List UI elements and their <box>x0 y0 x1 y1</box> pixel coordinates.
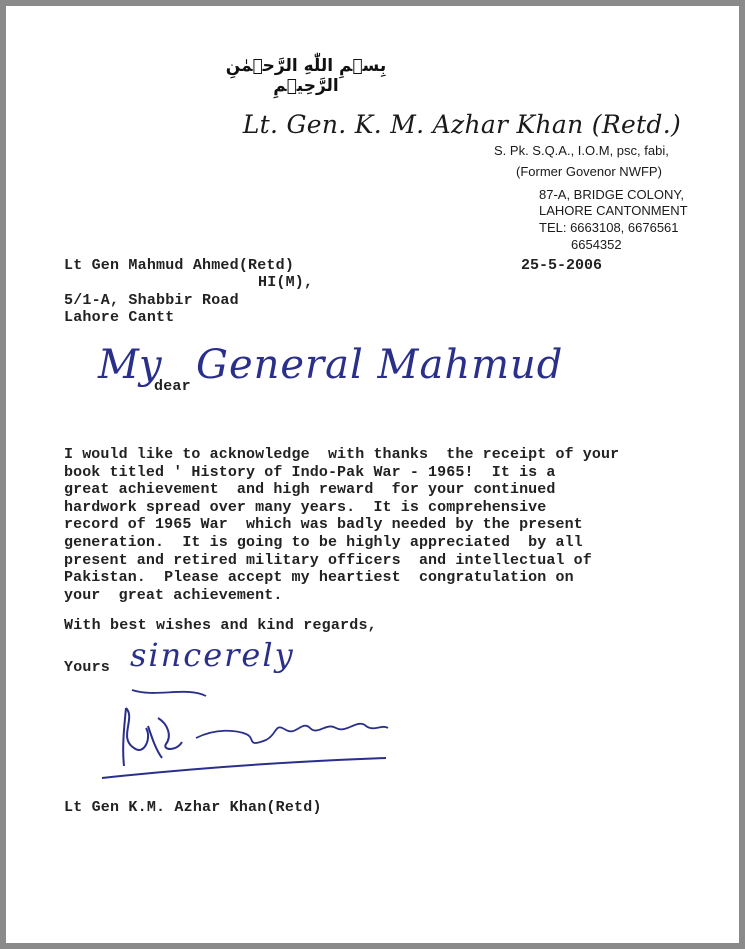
body-line: hardwork spread over many years. It is comprehensive <box>64 498 547 516</box>
body-line: your great achievement. <box>64 586 283 604</box>
body-line: Pakistan. Please accept my heartiest congratulation on <box>64 569 574 587</box>
body-line: I would like to acknowledge with thanks the receipt of your <box>64 446 620 463</box>
letter-date: 25-5-2006 <box>521 257 603 274</box>
salutation-typed-dear: dear <box>154 378 191 395</box>
body-line: present and retired military officers and intellectual of <box>64 551 592 569</box>
letterhead-telephone: TEL: 6663108, 6676561 <box>539 220 679 235</box>
recipient-city: Lahore Cantt <box>64 309 175 326</box>
closing-line: With best wishes and kind regards, <box>64 617 377 634</box>
letterhead-address-line2: LAHORE CANTONMENT <box>539 203 688 218</box>
signatory-name: Lt Gen K.M. Azhar Khan(Retd) <box>64 799 322 816</box>
salutation-handwritten-name: General Mahmud <box>196 342 564 388</box>
recipient-street: 5/1-A, Shabbir Road <box>64 292 239 309</box>
body-line: record of 1965 War which was badly needed by the present <box>64 516 583 534</box>
letterhead-former-post: (Former Govenor NWFP) <box>516 164 662 179</box>
letterhead-name: Lt. Gen. K. M. Azhar Khan (Retd.) <box>242 110 681 139</box>
letterhead-address-line1: 87-A, BRIDGE COLONY, <box>539 187 684 202</box>
yours-label: Yours <box>64 659 111 676</box>
letterhead-credentials: S. Pk. S.Q.A., I.O.M, psc, fabi, <box>494 143 669 158</box>
recipient-name: Lt Gen Mahmud Ahmed(Retd) <box>64 257 295 274</box>
body-line: generation. It is going to be highly appreciated by all <box>64 533 583 551</box>
handwritten-signature <box>96 678 396 788</box>
body-line: book titled ' History of Indo-Pak War - 1965! It is a <box>64 463 556 481</box>
sincerely-handwritten: sincerely <box>130 636 295 674</box>
body-line: great achievement and high reward for your continued <box>64 481 556 499</box>
salutation-handwritten-prefix: My <box>98 342 162 388</box>
recipient-honours: HI(M), <box>258 274 314 291</box>
letter-body <box>64 446 619 604</box>
bismillah-calligraphy: بِسۡمِ اللّٰهِ الرَّحۡمٰنِ الرَّحِیۡمِ <box>225 56 387 96</box>
letterhead-telephone-2: 6654352 <box>571 237 622 252</box>
